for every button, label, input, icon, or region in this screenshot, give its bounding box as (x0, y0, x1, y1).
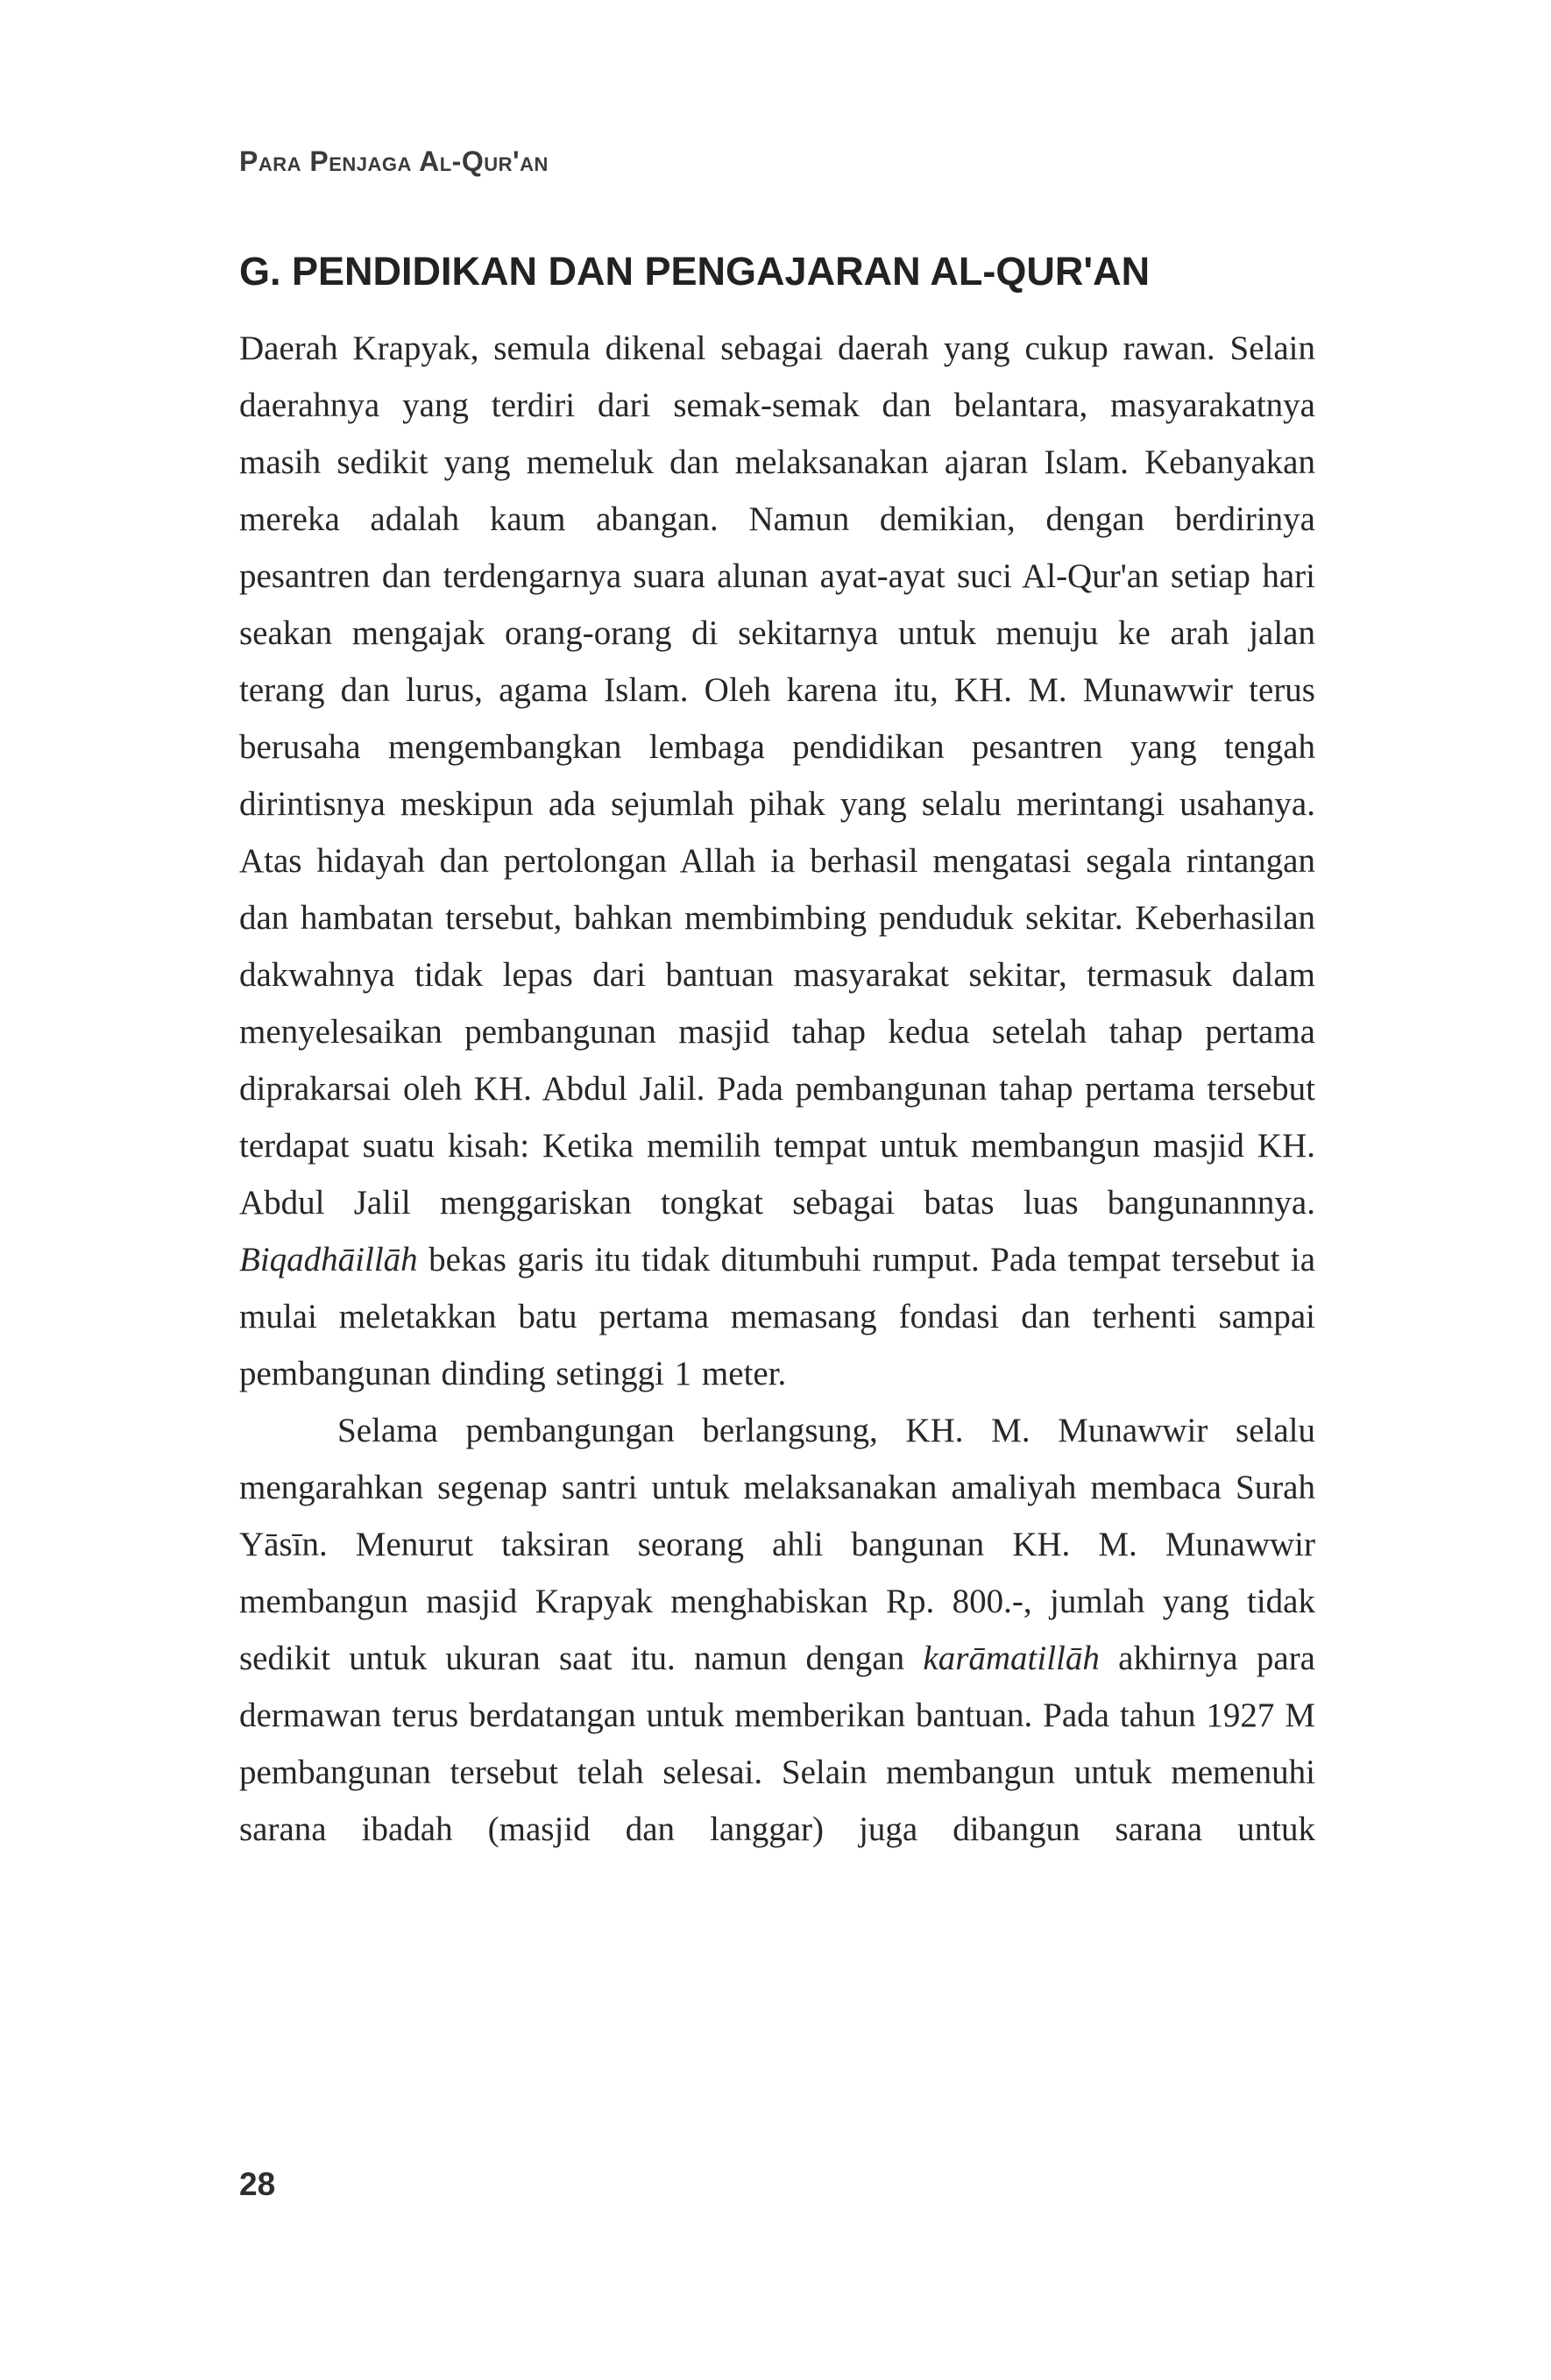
paragraph-2-text-continued: akhirnya para dermawan terus berdatangan untuk memberikan bantuan. Pada tahun 1927 M pembangunan tersebut telah selesai. Selain membangun untuk memenuhi sarana ibadah (masjid dan langgar) juga dibangun sarana untuk (239, 1640, 1315, 1848)
paragraph-1-text-continued: bekas garis itu tidak ditumbuhi rumput. Pada tempat tersebut ia mulai meletakkan batu pertama memasang fondasi dan terhenti sampai pembangunan dinding setinggi 1 meter. (239, 1241, 1315, 1392)
italic-term-biqadhaillah: Biqadhāillāh (239, 1241, 418, 1279)
running-header: Para Penjaga Al-Qur'an (239, 145, 549, 177)
page-number: 28 (239, 2166, 276, 2202)
paragraph-2 (239, 1402, 1315, 1858)
paragraph-2-text: Selama pembangungan berlangsung, KH. M. Munawwir selalu mengarahkan segenap santri untuk melaksanakan amaliyah membaca Surah Yāsīn. Menurut taksiran seorang ahli bangunan KH. M. Munawwir membangun masjid Krapyak menghabiskan Rp. 800.-, jumlah yang tidak sedikit untuk ukuran saat itu. namun dengan (239, 1412, 1315, 1677)
page-content (239, 248, 1315, 1858)
paragraph-1 (239, 320, 1315, 1402)
paragraph-1-text: Daerah Krapyak, semula dikenal sebagai daerah yang cukup rawan. Selain daerahnya yang terdiri dari semak-semak dan belantara, masyarakatnya masih sedikit yang memeluk dan melaksanakan ajaran Islam. Kebanyakan mereka adalah kaum abangan. Namun demikian, dengan berdirinya pesantren dan terdengarnya suara alunan ayat-ayat suci Al-Qur'an setiap hari seakan mengajak orang-orang di sekitarnya untuk menuju ke arah jalan terang dan lurus, agama Islam. Oleh karena itu, KH. M. Munawwir terus berusaha mengembangkan lembaga pendidikan pesantren yang tengah dirintisnya meskipun ada sejumlah pihak yang selalu merintangi usahanya. Atas hidayah dan pertolongan Allah ia berhasil mengatasi segala rintangan dan hambatan tersebut, bahkan membimbing penduduk sekitar. Keberhasilan dakwahnya tidak lepas dari bantuan masyarakat sekitar, termasuk dalam menyelesaikan pembangunan masjid tahap kedua setelah tahap pertama diprakarsai oleh KH. Abdul Jalil. Pada pembangunan tahap pertama tersebut terdapat suatu kisah: Ketika memilih tempat untuk membangun masjid KH. Abdul Jalil menggariskan tongkat sebagai batas luas bangunannnya. (239, 329, 1315, 1222)
italic-term-karamatillah: karāmatillāh (923, 1640, 1100, 1677)
section-heading: G. PENDIDIKAN DAN PENGAJARAN AL-QUR'AN (239, 249, 1151, 294)
